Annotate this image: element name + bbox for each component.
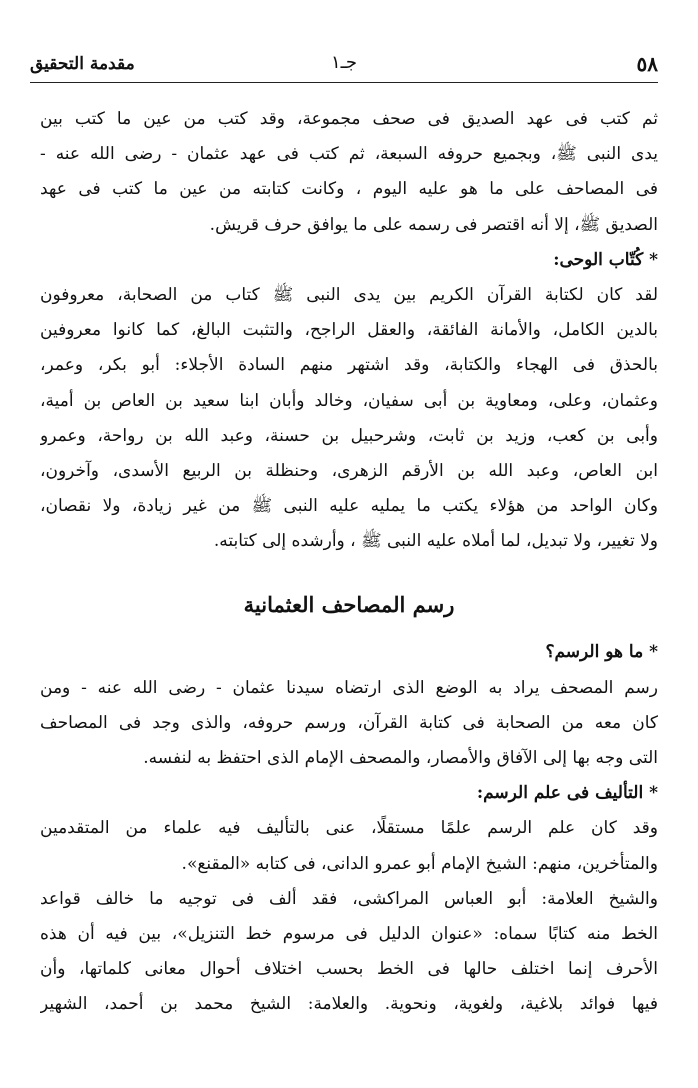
page-header xyxy=(30,52,658,83)
text-line: ابن العاص، وعبد الله بن الأرقم الزهرى، وحنظلة بن الربيع الأسدى، وآخرون، xyxy=(40,460,658,481)
text-line: والشيخ العلامة: أبو العباس المراكشى، فقد ألف فى توجيه ما خالف قواعد xyxy=(40,888,658,909)
text-line: الخط منه كتابًا سماه: «عنوان الدليل فى مرسوم خط التنزيل»، بين فيه أن هذه xyxy=(40,923,658,944)
chapter-title: رسم المصاحف العثمانية xyxy=(243,592,455,618)
section-heading: * كُتّاب الوحى: xyxy=(553,249,658,270)
text-line: يدى النبى ﷺ، وبجميع حروفه السبعة، ثم كتب فى عهد عثمان - رضى الله عنه - xyxy=(40,144,658,165)
section-heading: * ما هو الرسم؟ xyxy=(545,642,658,663)
section-heading: * التأليف فى علم الرسم: xyxy=(476,783,658,804)
section-scribes xyxy=(40,243,658,560)
text-line: والمتأخرين، منهم: الشيخ الإمام أبو عمرو الدانى، فى كتابه «المقنع». xyxy=(181,853,658,874)
text-line: وعثمان، وعلى، ومعاوية بن أبى سفيان، وخالد وأبان ابنا سعيد بن العاص بن أمية، xyxy=(40,390,658,411)
text-line: الأحرف إنما اختلف حالها فى الخط بحسب اختلاف أحوال معانى كلماتها، وأن xyxy=(40,959,658,980)
text-line: فيها فوائد بلاغية، ولغوية، ونحوية. والعلامة: الشيخ محمد بن أحمد، الشهير xyxy=(40,994,658,1015)
volume-part: جـ١ xyxy=(330,52,358,73)
text-line: وقد كان علم الرسم علمًا مستقلًا، عنى بالتأليف فيه علماء من المتقدمين xyxy=(40,818,658,839)
page-number: ٥٨ xyxy=(636,52,658,76)
text-line: بالدين الكامل، والأمانة الفائقة، والعقل الراجح، والتثبت البالغ، كما كانوا معروفين xyxy=(40,320,658,341)
page-body xyxy=(40,102,658,1068)
text-line: رسم المصحف يراد به الوضع الذى ارتضاه سيدنا عثمان - رضى الله عنه - ومن xyxy=(40,677,658,698)
text-line: ولا تغيير، ولا تبديل، لما أملاه عليه النبى ﷺ ، وأرشده إلى كتابته. xyxy=(213,531,658,552)
paragraph-intro xyxy=(40,102,658,243)
text-line: الصديق ﷺ، إلا أنه اقتصر فى رسمه على ما يوافق حرف قريش. xyxy=(209,214,658,235)
section-what-is-rasm xyxy=(40,635,658,776)
text-line: كان معه من الصحابة فى كتابة القرآن، ورسم حروفه، والذى وجد فى المصاحف xyxy=(40,712,658,733)
text-line: فى المصاحف على ما هو عليه اليوم ، وكانت كتابته من عين ما كتب فى عهد xyxy=(40,179,658,200)
text-line: التى وجه بها إلى الآفاق والأمصار، والمصحف الإمام الذى احتفظ به لنفسه. xyxy=(143,748,658,768)
text-line: ثم كتب فى عهد الصديق فى صحف مجموعة، وقد كتب من عين ما كتب بين xyxy=(40,109,658,129)
text-line: لقد كان لكتابة القرآن الكريم بين يدى النبى ﷺ كتاب من الصحابة، معروفون xyxy=(40,284,658,305)
text-line: بالحذق فى الهجاء والكتابة، وقد اشتهر منهم السادة الأجلاء: أبو بكر، وعمر، xyxy=(40,355,658,376)
text-line: وأبى بن كعب، وزيد بن ثابت، وشرحبيل بن حسنة، وعبد الله بن رواحة، وعمرو xyxy=(40,425,658,446)
text-line: وكان الواحد من هؤلاء يكتب ما يمليه عليه النبى ﷺ من غير زيادة، ولا نقصان، xyxy=(40,496,658,517)
running-title: مقدمة التحقيق xyxy=(30,54,135,74)
section-authorship xyxy=(40,776,658,1022)
